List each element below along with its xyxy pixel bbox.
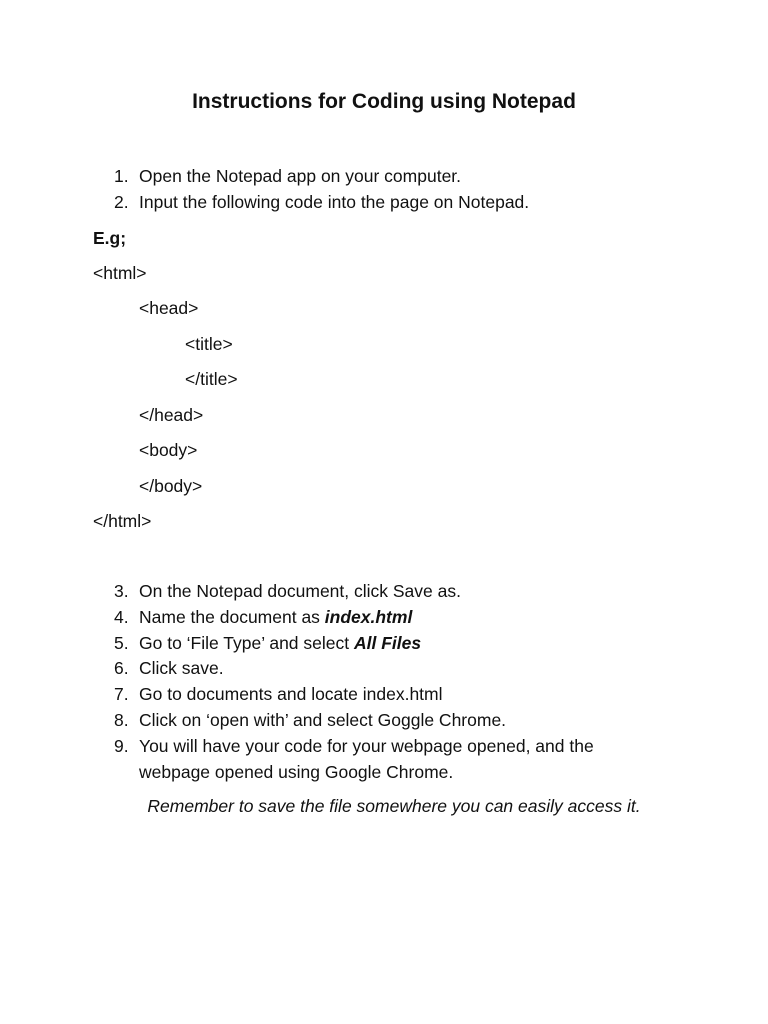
code-line-html-open: <html> [93,263,147,283]
step-number: 6. [114,658,129,678]
code-line-title-open: <title> [185,334,233,354]
step-text: Click save. [139,658,224,678]
step-text: webpage opened using Google Chrome. [139,762,454,782]
step-number: 4. [114,607,129,627]
step-text: You will have your code for your webpage opened, and the [139,736,594,756]
example-label: E.g; [93,228,127,248]
step-text-plain: Go to ‘File Type’ and select [139,633,354,653]
step-text-emphasis: All Files [353,633,422,653]
reminder-note: Remember to save the file somewhere you can easily access it. [147,796,641,816]
code-line-html-close: </html> [93,511,152,531]
step-number: 7. [114,684,129,704]
step-text: Open the Notepad app on your computer. [139,166,462,186]
step-text-emphasis: index.html [324,607,413,627]
code-line-body-open: <body> [139,440,198,460]
step-text [139,605,412,629]
step-number: 3. [114,581,129,601]
code-line-title-close: </title> [185,369,238,389]
step-text: On the Notepad document, click Save as. [139,581,461,601]
step-text-plain: Name the document as [139,607,325,627]
step-number: 2. [114,192,129,212]
code-line-body-close: </body> [139,476,203,496]
step-number: 1. [114,166,129,186]
code-line-head-close: </head> [139,405,204,425]
step-text [139,631,421,655]
step-number: 9. [114,736,129,756]
step-number: 5. [114,633,129,653]
step-text: Input the following code into the page on Notepad. [139,192,530,212]
code-line-head-open: <head> [139,298,199,318]
document-title: Instructions for Coding using Notepad [192,90,576,113]
step-number: 8. [114,710,129,730]
step-text: Click on ‘open with’ and select Goggle Chrome. [139,710,507,730]
step-text: Go to documents and locate index.html [139,684,443,704]
